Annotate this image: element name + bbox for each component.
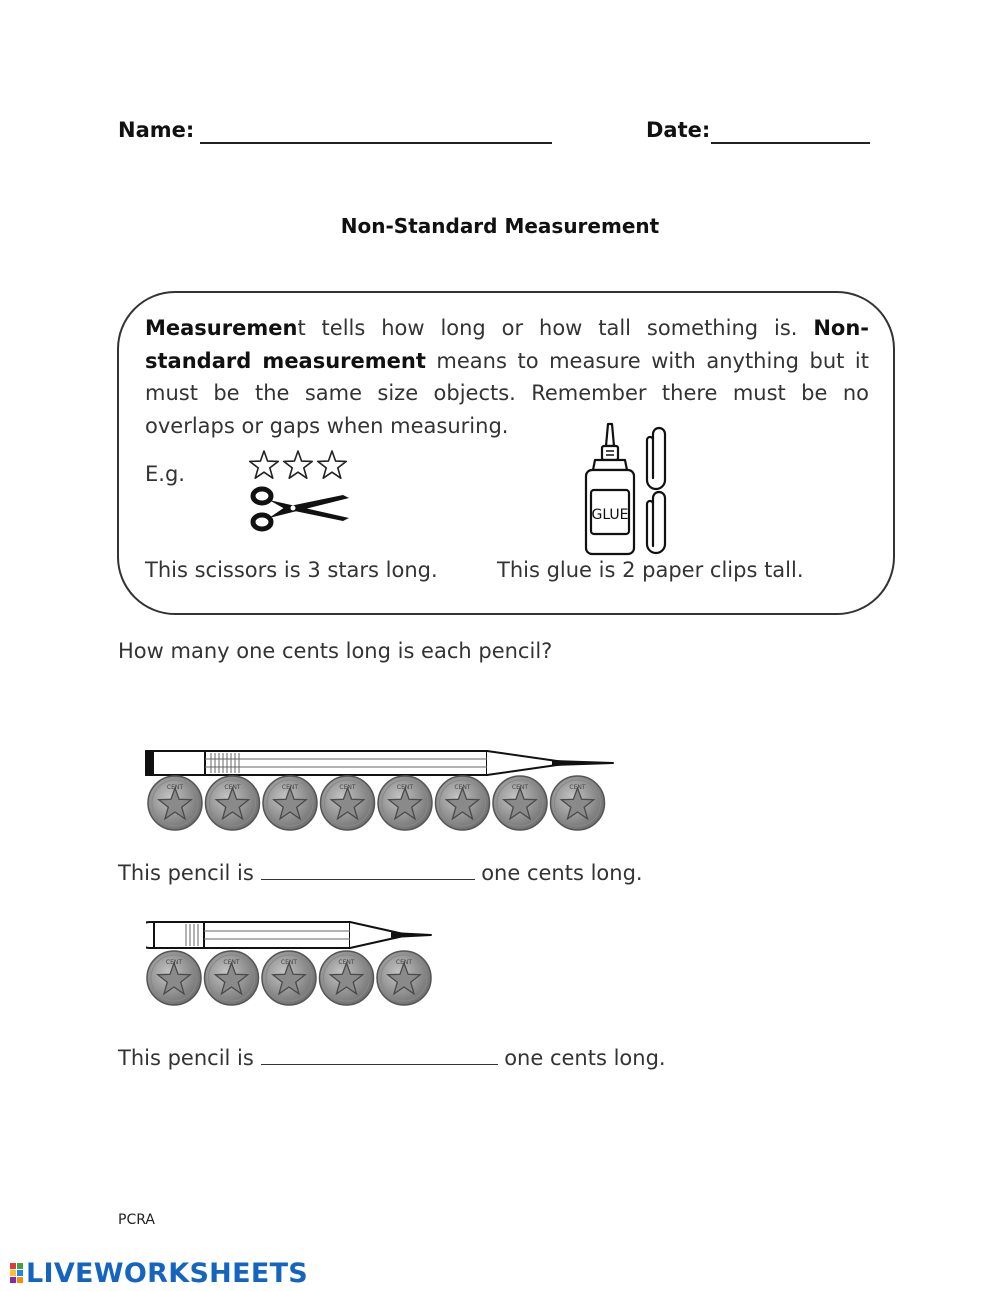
scissors-caption: This scissors is 3 stars long. [145,558,438,582]
coin-label: CENT [223,959,240,966]
coin-icon [377,951,431,1005]
coin-label: CENT [395,959,413,966]
definition-bold-2: Non-standard measurement [145,316,869,373]
paper-clips-illustration [644,424,674,556]
scissors-icon [249,484,353,534]
date-label: Date: [646,118,711,142]
star-icon [284,451,313,478]
glue-bottle-icon [580,420,640,560]
coin-icon [205,951,259,1005]
paper-clip-icon [647,428,665,489]
coin-label: CENT [569,784,586,791]
stars-illustration [248,450,350,482]
answer-blank-1[interactable] [261,861,475,880]
coin-icon [148,776,202,830]
definition-bold-1: Measuremen [145,316,298,340]
name-label: Name: [118,118,195,142]
footer-code: PCRA [118,1212,155,1228]
logo-square [17,1263,23,1269]
coin-label: CENT [339,784,356,791]
answer-blank-2[interactable] [261,1046,498,1065]
star-icon [318,451,347,478]
example-label: E.g. [145,462,185,486]
coin-label: CENT [165,959,183,966]
answer-suffix-1: one cents long. [481,861,643,885]
page-title: Non-Standard Measurement [340,214,660,238]
answer-suffix-2: one cents long. [504,1046,666,1070]
coin-label: CENT [396,784,414,791]
logo-square [17,1270,23,1276]
coin-icon [320,951,374,1005]
coin-label: CENT [224,784,241,791]
coin-icon [206,776,260,830]
question-text: How many one cents long is each pencil? [118,639,553,663]
answer-prefix-2: This pencil is [118,1046,254,1070]
glue-label: GLUE [591,507,629,523]
coin-label: CENT [338,959,355,966]
star-icon [250,451,279,478]
definition-text-1: t tells how long or how tall something is. [297,316,814,340]
definition-paragraph [145,312,869,442]
coin-label: CENT [454,784,471,791]
brand-name: LIVEWORKSHEETS [26,1258,309,1289]
answer-line-1 [118,861,643,885]
coin-icon [378,776,432,830]
coin-row-2 [145,950,445,1006]
coin-label: CENT [166,784,184,791]
date-field-line[interactable] [711,142,870,144]
coin-label: CENT [280,959,298,966]
coin-icon [262,951,316,1005]
paper-clip-icon [647,492,665,553]
coin-icon [263,776,317,830]
logo-square [10,1263,16,1269]
logo-square [10,1277,16,1283]
definition-text-2: means to measure with anything but it must be the same size objects. Remember there must be no overlaps or gaps when measuring. [145,348,869,438]
coin-icon [321,776,375,830]
answer-line-2 [118,1046,666,1070]
coin-label: CENT [281,784,299,791]
coin-row-1 [146,775,616,831]
coin-label: CENT [511,784,529,791]
logo-square [10,1270,16,1276]
coin-icon [147,951,201,1005]
answer-prefix-1: This pencil is [118,861,254,885]
coin-icon [493,776,547,830]
name-field-line[interactable] [200,142,552,144]
coin-icon [436,776,490,830]
coin-icon [551,776,605,830]
logo-square [17,1277,23,1283]
glue-caption: This glue is 2 paper clips tall. [497,558,804,582]
